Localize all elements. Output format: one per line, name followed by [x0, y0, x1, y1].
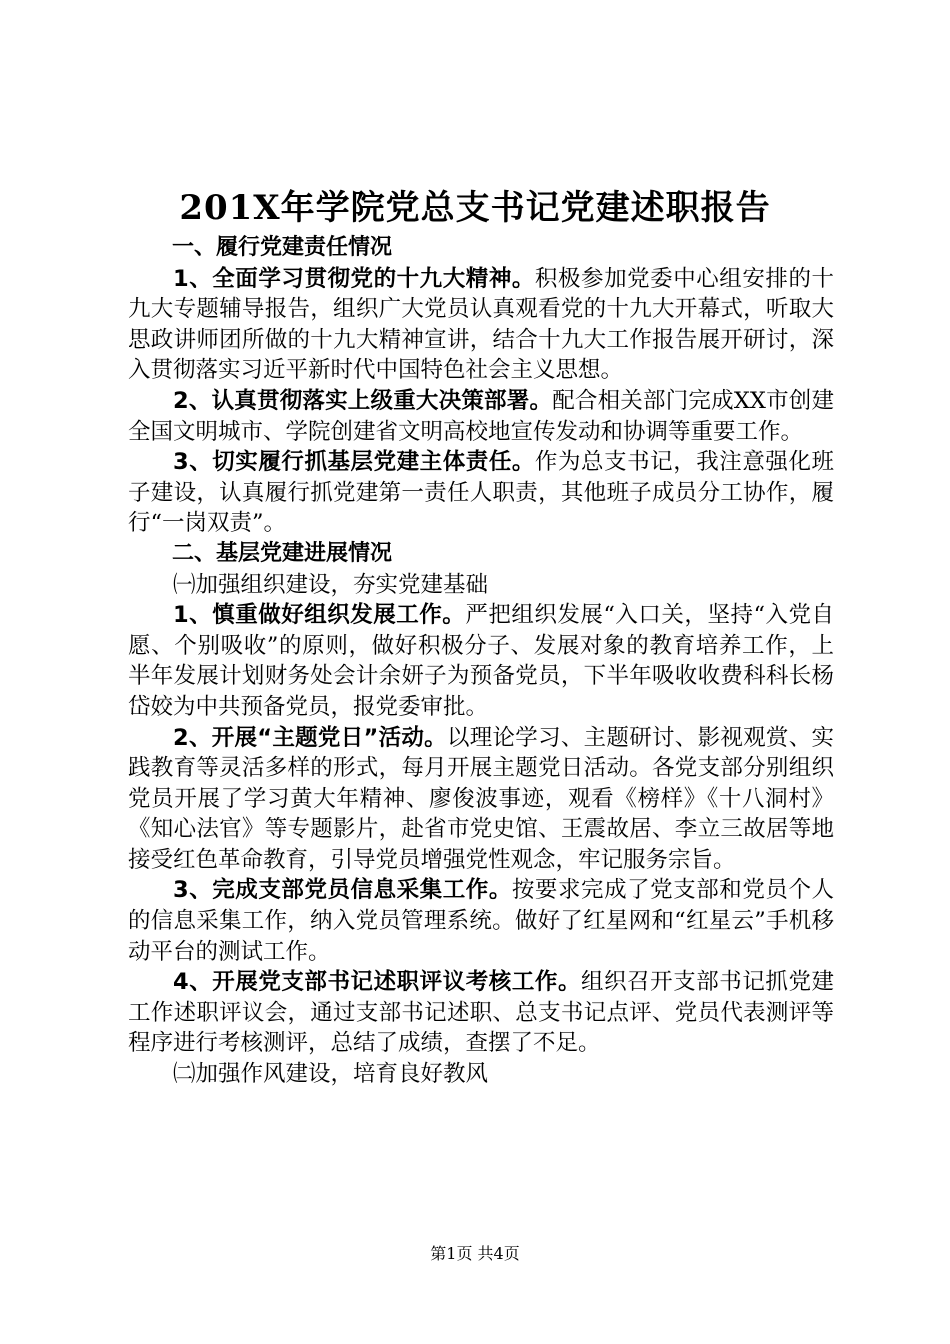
page-number-footer: 第1页 共4页	[430, 1244, 520, 1263]
paragraph-4	[128, 600, 834, 722]
paragraph-6-lead: 3、完成支部党员信息采集工作。	[173, 877, 512, 904]
subsection-heading-1: ㈠加强组织建设，夯实党建基础	[173, 571, 489, 598]
document-body	[128, 233, 834, 1090]
paragraph-6-text: 按要求完成了党支部和党员个人的信息采集工作，纳入党员管理系统。做好了红星网和“红星云”手机移动平台的测试工作。	[128, 877, 834, 965]
section-heading-1: 一、履行党建责任情况	[172, 235, 393, 260]
paragraph-1	[128, 264, 834, 386]
section-heading-2: 二、基层党建进展情况	[172, 540, 393, 566]
paragraph-5-lead: 2、开展“主题党日”活动。	[173, 724, 447, 751]
paragraph-7	[128, 967, 834, 1059]
paragraph-3-lead: 3、切实履行抓基层党建主体责任。	[173, 449, 535, 476]
paragraph-1-text: 积极参加党委中心组安排的十九大专题辅导报告，组织广大党员认真观看党的十九大开幕式，听取大思政讲师团所做的十九大精神宣讲，结合十九大工作报告展开研讨，深入贯彻落实习近平新时代中国特色社会主义思想。	[128, 265, 834, 384]
paragraph-3	[128, 447, 834, 539]
document-title: 201X年学院党总支书记党建述职报告	[179, 188, 771, 228]
subsection-heading-2: ㈡加强作风建设，培育良好教风	[173, 1061, 489, 1088]
paragraph-2	[128, 386, 834, 447]
paragraph-5	[128, 723, 834, 876]
paragraph-4-text: 严把组织发展“入口关，坚持“入党自愿、个别吸收”的原则，做好积极分子、发展对象的教育培养工作，上半年发展计划财务处会计余妍子为预备党员，下半年吸收收费科科长杨岱姣为中共预备党员，报党委审批。	[128, 602, 834, 720]
paragraph-3-text: 作为总支书记，我注意强化班子建设，认真履行抓党建第一责任人职责，其他班子成员分工协作，履行“一岗双责”。	[128, 449, 834, 537]
paragraph-1-lead: 1、全面学习贯彻党的十九大精神。	[173, 265, 535, 292]
paragraph-7-lead: 4、开展党支部书记述职评议考核工作。	[173, 969, 582, 996]
paragraph-6	[128, 875, 834, 967]
paragraph-5-text: 以理论学习、主题研讨、影视观赏、实践教育等灵活多样的形式，每月开展主题党日活动。各党支部分别组织党员开展了学习黄大年精神、廖俊波事迹，观看《榜样》《十八洞村》《知心法官》等专题影片，赴省市党史馆、王震故居、李立三故居等地接受红色革命教育，引导党员增强党性观念，牢记服务宗旨。	[128, 724, 834, 873]
paragraph-7-text: 组织召开支部书记抓党建工作述职评议会，通过支部书记述职、总支书记点评、党员代表测评等程序进行考核测评，总结了成绩，查摆了不足。	[128, 969, 834, 1057]
paragraph-2-lead: 2、认真贯彻落实上级重大决策部署。	[173, 387, 553, 414]
paragraph-4-lead: 1、慎重做好组织发展工作。	[173, 602, 466, 629]
paragraph-2-text: 配合相关部门完成XX市创建全国文明城市、学院创建省文明高校地宣传发动和协调等重要工作。	[128, 387, 835, 445]
